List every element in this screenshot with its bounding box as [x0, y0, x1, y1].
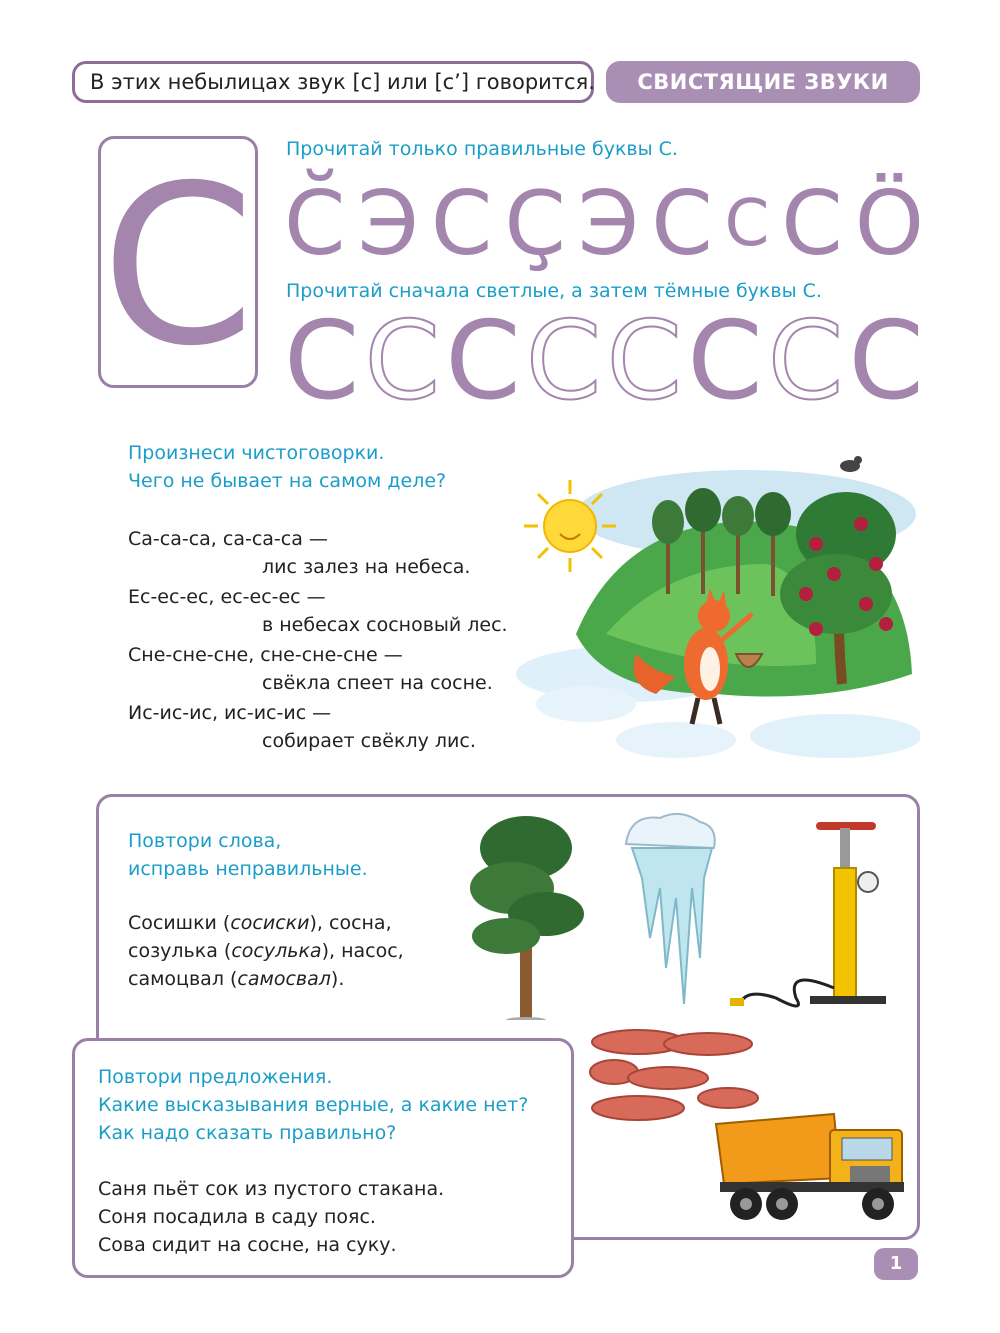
task2-letters-row [284, 299, 924, 424]
word-line-3 [128, 968, 344, 990]
letter-dark: С [445, 299, 521, 424]
letter-c: С [781, 172, 843, 275]
task5-instruction-3: Как надо сказать правильно? [98, 1122, 397, 1144]
word-text: созулька ( [128, 940, 232, 962]
header-subtitle: В этих небылицах звук [с] или [с’] говорится. [90, 70, 595, 94]
letter-reversed: Э [357, 172, 419, 275]
task3-instruction-1: Произнеси чистоговорки. [128, 442, 385, 464]
pump-icon [716, 818, 896, 1018]
task5-instruction-1: Повтори предложения. [98, 1066, 333, 1088]
task1-letters-row [284, 172, 924, 275]
sentence: Саня пьёт сок из пустого стакана. [98, 1178, 445, 1200]
task2-instruction: Прочитай сначала светлые, а затем тёмные буквы С. [286, 280, 822, 302]
poem-line: Сне-сне-сне, сне-сне-сне — [128, 644, 403, 666]
pine-tree-icon [462, 808, 592, 1020]
task3-instruction-2: Чего не бывает на самом деле? [128, 470, 447, 492]
fox-sun-tree-illustration [516, 444, 920, 774]
word-correction: сосиски [230, 912, 310, 934]
letter-c: С [430, 172, 493, 275]
letter-reversed: Э [577, 172, 640, 275]
poem-line: лис залез на небеса. [262, 556, 471, 578]
word-text: Сосишки ( [128, 912, 231, 934]
cloud [616, 722, 736, 758]
word-correction: самосвал [237, 968, 331, 990]
task1-instruction: Прочитай только правильные буквы С. [286, 138, 678, 160]
word-text: ), насос, [321, 940, 404, 962]
letter-c-cedilla: Ç [504, 172, 566, 275]
poem-line: Ес-ес-ес, ес-ес-ес — [128, 586, 326, 608]
dump-truck-icon [710, 1094, 910, 1230]
bird-icon [840, 456, 862, 472]
letter-dark: С [848, 299, 924, 424]
sentence: Соня посадила в саду пояс. [98, 1206, 376, 1228]
letter-c-small: С [724, 187, 770, 261]
letter-dark: С [284, 299, 360, 424]
word-correction: сосулька [231, 940, 322, 962]
word-text: ), сосна, [309, 912, 392, 934]
poem-line: в небесах сосновый лес. [262, 614, 508, 636]
word-line-2 [128, 940, 404, 962]
letter-light: С [767, 299, 844, 424]
letter-light: С [525, 299, 602, 424]
letter-light: С [606, 299, 682, 424]
poem-line: свёкла спеет на сосне. [262, 672, 493, 694]
poem-line: собирает свёклу лис. [262, 730, 476, 752]
letter-c-breve: С̆ [284, 172, 346, 275]
word-text: самоцвал ( [128, 968, 238, 990]
letter-reversed-dots: Ö [854, 172, 924, 275]
task4-instruction-1: Повтори слова, [128, 830, 282, 852]
sentence: Сова сидит на сосне, на суку. [98, 1234, 397, 1256]
poem-line: Са-са-са, са-са-са — [128, 528, 328, 550]
task4-instruction-2: исправь неправильные. [128, 858, 368, 880]
icicle-icon [620, 808, 720, 1004]
cloud [536, 686, 636, 722]
big-letter: С [101, 138, 255, 394]
letter-c: С [651, 172, 713, 275]
cloud [750, 714, 920, 758]
letter-light: С [364, 299, 441, 424]
letter-dark: С [687, 299, 763, 424]
word-text: ). [330, 968, 345, 990]
word-line-1 [128, 912, 392, 934]
page-number: 1 [874, 1248, 918, 1280]
task5-instruction-2: Какие высказывания верные, а какие нет? [98, 1094, 529, 1116]
section-title: СВИСТЯЩИЕ ЗВУКИ [637, 70, 889, 94]
poem-line: Ис-ис-ис, ис-ис-ис — [128, 702, 332, 724]
